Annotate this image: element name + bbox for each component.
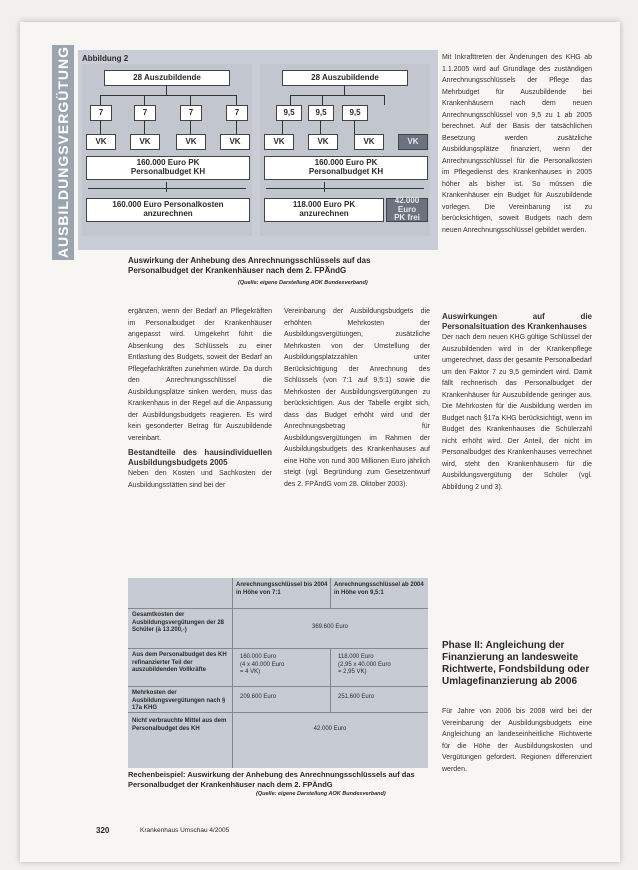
- pk-free-box: 42.000 Euro PK frei: [386, 198, 428, 222]
- group-box: 7: [90, 105, 112, 121]
- page-number: 320: [96, 826, 110, 835]
- cell-value: 369.600 Euro: [311, 624, 349, 630]
- personalbudget-box: 160.000 Euro PK Personalbudget KH: [86, 156, 250, 180]
- diagram-right: [260, 64, 430, 236]
- column-right-bottom: Für Jahre von 2006 bis 2008 wird bei der Vereinbarung der Ausbildungsbudgets eine Angleichung an landeseinheitliche Richtwerte für die Höhe der Ausbildungskosten und Vergütungen gefordert. Regionen differenziert werden.: [442, 708, 592, 773]
- table-caption: Rechenbeispiel: Auswirkung der Anhebung des Anrechnungsschlüssels auf das Personalbudget der Krankenhäuser nach dem 2. FPÄndG: [128, 770, 415, 789]
- calculation-table: [128, 578, 428, 768]
- trainees-box: 28 Auszubildende: [282, 70, 408, 86]
- row-label: Nicht verbrauchte Mittel aus dem Personalbudget des KH: [132, 718, 227, 732]
- group-box: 9,5: [308, 105, 334, 121]
- column-header: Anrechnungsschlüssel ab 2004 in Höhe von 9,5:1: [334, 582, 424, 596]
- group-box: 7: [180, 105, 202, 121]
- row-label: Gesamtkosten der Ausbildungsvergütungen der 28 Schüler (à 13.200,-): [132, 612, 225, 633]
- group-box: 9,5: [276, 105, 302, 121]
- journal-name: Krankenhaus Umschau 4/2005: [140, 827, 230, 834]
- table-source: (Quelle: eigene Darstellung AOK Bundesverband): [256, 791, 386, 797]
- row-label: Mehrkosten der Ausbildungsvergütungen nach § 17a KHG: [132, 690, 226, 711]
- group-box: 7: [134, 105, 156, 121]
- personnel-cost-box: 160.000 Euro Personalkosten anzurechnen: [86, 198, 250, 222]
- vk-box: VK: [308, 134, 338, 150]
- anrechnen-box: 118.000 Euro PK anzurechnen: [264, 198, 384, 222]
- group-box: 9,5: [342, 105, 368, 121]
- vk-box: VK: [130, 134, 160, 150]
- vk-box: VK: [86, 134, 116, 150]
- section-heading: Bestandteile des hausindividuellen Ausbildungsbudgets 2005: [128, 448, 272, 467]
- vk-box: VK: [220, 134, 250, 150]
- column-header: Anrechnungsschlüssel bis 2004 in Höhe von 7:1: [236, 582, 328, 596]
- vk-box-free: VK: [398, 134, 428, 150]
- vk-box: VK: [176, 134, 206, 150]
- figure-abbildung-2: [78, 50, 438, 250]
- vk-box: VK: [264, 134, 294, 150]
- figure-label: Abbildung 2: [82, 54, 129, 63]
- figure-caption: Auswirkung der Anhebung des Anrechnungsschlüssels auf das Personalbudget der Krankenhäuser nach dem 2. FPÄndG: [128, 256, 371, 275]
- cell-value: 251.600 Euro: [338, 694, 375, 700]
- group-box: 7: [226, 105, 248, 121]
- column-left: ergänzen, wenn der Bedarf an Pflegekräften im Personalbudget der Krankenhäuser angepasst wird. Umgekehrt führt die Absenkung des Schlüssels zu einer Entlastung des Budgets, soweit der Bedarf an Pflegefachkräften zunehmen würde. Da durch den Anrechnungsschlüssel die Ausbildungsplätze sinken werden, muss das Krankenhaus in der Regel auf die Anpassung der Ausbildungsbudgets reagieren. Es wird kein gesonderter Betrag für Auszubildende vereinbart. Bestandteile des hausindividuellen Ausbildungsbudgets 2005 Neben den Kosten und Sachkosten der Ausbildungsstätten sind bei der: [128, 308, 272, 489]
- column-right-mid: Auswirkungen auf die Personalsituation des Krankenhauses Der nach dem neuen KHG gültige Schlüssel der Auszubildenden wird in der Krankenpflege umgerechnet, dass der gesamte Personalbedarf um den Faktor 7 zu 9,5 gemindert wird. Damit fällt rechnerisch das Personalbudget der Krankenhäuser für Auszubildende geringer aus. Die Mehrkosten für die Ausbildung werden im Budget nach §17a KHG berücksichtigt, wenn im Budget des Krankenhauses die Schülerzahl nicht erhöht wird. Der Anteil, der nicht im Personalbudget des Krankenhauses verrechnet wird, steht den Krankenhäusern für die Ausbildungsvergütung der Schüler (vgl. Abbildung 2 und 3).: [442, 312, 592, 491]
- cell-value: 209.600 Euro: [240, 694, 277, 700]
- diagram-left: [82, 64, 252, 236]
- phase-heading: Phase II: Angleichung der Finanzierung an landesweite Richtwerte, Fondsbildung oder Umlagefinanzierung ab 2006: [442, 640, 590, 687]
- figure-source: (Quelle: eigene Darstellung AOK Bundesverband): [238, 280, 368, 286]
- column-middle: Vereinbarung der Ausbildungsbudgets die erhöhten Mehrkosten der Ausbildungsvergütungen, zusätzliche Mehrkosten von der Umstellung der Ausbildungsplatzzahlen unter Berücksichtigung der Anrechnung des Schlüssels (von 7:1 auf 9,5:1) sowie die Mehrkosten der Ausbildungsvergütungen zu berücksichtigen. Aus der Tabelle ergibt sich, dass das Budget erhöht wird und der Anrechnungsbetrag für Ausbildungsvergütungen im Rahmen der Ausbildungsbudgets des Krankenhauses auf eine Höhe von rund 300 Millionen Euro jährlich steigt (vgl. Begründung zum Gesetzentwurf des 2. FPÄndG vom 28. Oktober 2003).: [284, 308, 430, 488]
- trainees-box: 28 Auszubildende: [104, 70, 230, 86]
- vk-box: VK: [354, 134, 384, 150]
- cell-value: 42.000 Euro: [313, 726, 347, 732]
- section-heading: Auswirkungen auf die Personalsituation des Krankenhauses: [442, 312, 592, 331]
- cell-value: 160.000 Euro (4 x 40.000 Euro = 4 VK): [240, 654, 285, 675]
- column-right-top: Mit Inkrafttreten der Änderungen des KHG ab 1.1.2005 wird auf Grundlage des zuständigen Anrechnungsschlüssels der Pflege das Mehrbudget für Auszubildende bei Krankenhäusern nach dem neuen Anrechnungsschlüssel von 9,5 zu 1 ab 2005 berechnet. Auf der Basis der tatsächlichen Besetzung werden zusätzliche Ausbildungsplätze finanziert, wenn der Anrechnungsschlüssel für die Personalkosten im Pflegedienst des Krankenhauses in 2005 höher als bisher ist. So müssen die Krankenhäuser ein Budget für Auszubildende vorlegen. Die Vereinbarung ist zu berücksichtigen, soweit Budgets nach dem neuen Anrechnungsschlüssel gebildet werden.: [442, 54, 592, 234]
- row-label: Aus dem Personalbudget des KH refinanzierter Teil der auszubildenden Vollkräfte: [132, 652, 227, 673]
- cell-value: 118.000 Euro (2,95 x 40.000 Euro = 2,95 VK): [338, 654, 391, 675]
- personalbudget-box: 160.000 Euro PK Personalbudget KH: [264, 156, 428, 180]
- section-tab: AUSBILDUNGSVERGÜTUNG: [52, 45, 74, 260]
